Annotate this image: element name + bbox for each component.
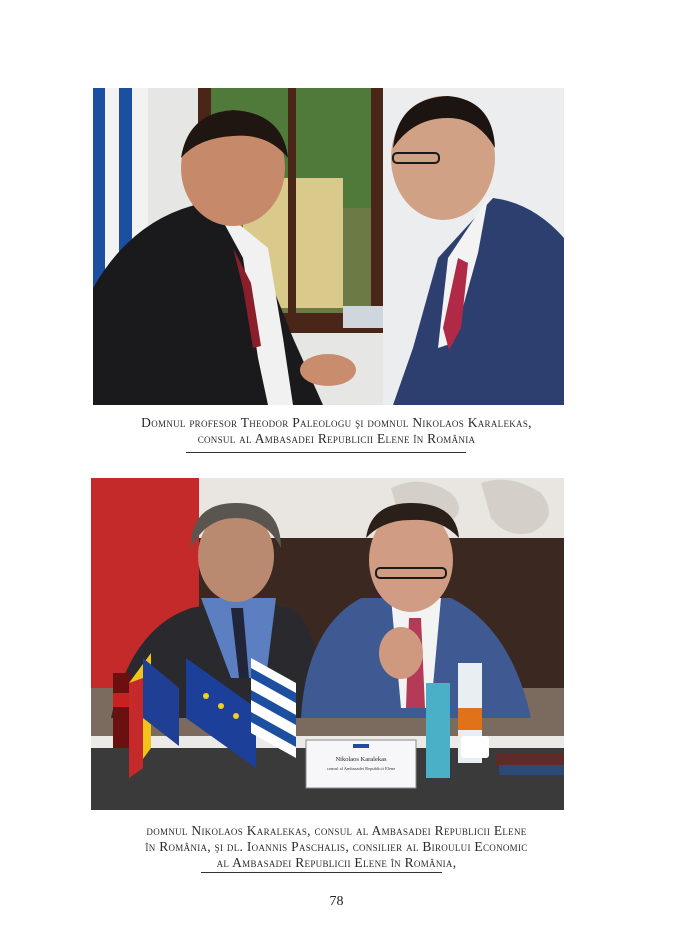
caption-line: Domnul profesor Theodor Paleologu şi domnul Nikolaos Karalekas, xyxy=(141,415,532,430)
photo-handshake xyxy=(93,88,564,405)
caption-line: domnul Nikolaos Karalekas, consul al Ambasadei Republicii Elene xyxy=(146,823,527,838)
name-card-title: consul al Ambasadei Republicii Elene xyxy=(326,766,396,771)
caption-line: al Ambasadei Republicii Elene în România, xyxy=(216,855,457,870)
meeting-image xyxy=(91,478,564,810)
caption-underline xyxy=(186,452,466,453)
caption-photo-1 xyxy=(60,415,613,447)
caption-photo-2 xyxy=(60,823,613,871)
handshake-image xyxy=(93,88,564,405)
page-number: 78 xyxy=(329,894,344,909)
name-card-name: Nikolaos Karalekas xyxy=(335,756,387,763)
caption-line: în România, şi dl. Ioannis Paschalis, consilier al Biroului Economic xyxy=(145,839,528,854)
caption-line: consul al Ambasadei Republicii Elene în România xyxy=(197,431,476,446)
photo-meeting xyxy=(91,478,564,810)
caption-underline xyxy=(201,872,442,873)
